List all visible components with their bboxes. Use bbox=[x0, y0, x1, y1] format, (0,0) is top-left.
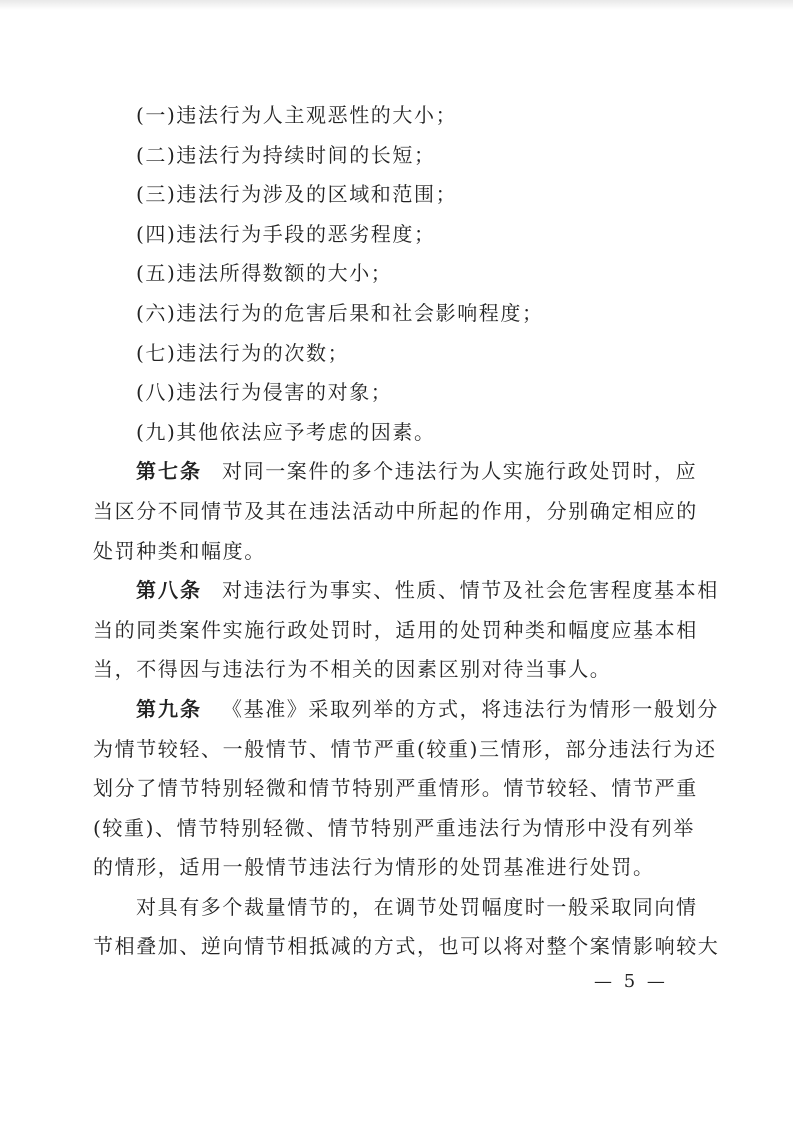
article-8-label: 第八条 bbox=[136, 578, 202, 603]
document-body bbox=[93, 96, 720, 967]
article-8-line-3: 当，不得因与违法行为不相关的因素区别对待当事人。 bbox=[93, 657, 612, 682]
article-7-line-1 bbox=[93, 452, 701, 492]
list-item-2: (二)违法行为持续时间的长短； bbox=[136, 142, 436, 167]
article-8-text: 对违法行为事实、性质、情节及社会危害程度基本相 bbox=[222, 578, 719, 603]
closing-paragraph-line-2: 节相叠加、逆向情节相抵减的方式，也可以将对整个案情影响较大 bbox=[93, 934, 720, 959]
article-8-line-2: 当的同类案件实施行政处罚时，适用的处罚种类和幅度应基本相 bbox=[93, 617, 698, 642]
article-7-line-3: 处罚种类和幅度。 bbox=[93, 538, 266, 563]
page-number: — 5 — bbox=[594, 971, 668, 992]
article-9-line-1 bbox=[93, 690, 719, 730]
list-item-3: (三)违法行为涉及的区域和范围； bbox=[136, 182, 458, 207]
closing-paragraph-line-1: 对具有多个裁量情节的，在调节处罚幅度时一般采取同向情 bbox=[136, 894, 698, 919]
list-item-6: (六)违法行为的危害后果和社会影响程度； bbox=[136, 300, 544, 325]
scan-edge-shadow bbox=[0, 0, 793, 10]
list-item-8: (八)违法行为侵害的对象； bbox=[136, 380, 393, 405]
list-item-1: (一)违法行为人主观恶性的大小； bbox=[136, 103, 458, 127]
article-9-line-2: 为情节较轻、一般情节、情节严重(较重)三情形，部分违法行为还 bbox=[93, 736, 717, 761]
article-7-text: 对同一案件的多个违法行为人实施行政处罚时，应 bbox=[222, 459, 698, 484]
list-item-5: (五)违法所得数额的大小； bbox=[136, 261, 393, 286]
article-9-line-4: (较重)、情节特别轻微、情节特别严重违法行为情形中没有列举 bbox=[93, 815, 696, 840]
list-item-4: (四)违法行为手段的恶劣程度； bbox=[136, 221, 436, 246]
article-9-line-5: 的情形，适用一般情节违法行为情形的处罚基准进行处罚。 bbox=[93, 855, 655, 880]
article-9-label: 第九条 bbox=[136, 696, 202, 721]
article-7-label: 第七条 bbox=[136, 459, 202, 484]
article-8-line-1 bbox=[93, 571, 719, 611]
list-item-7: (七)违法行为的次数； bbox=[136, 340, 350, 365]
article-7-line-2: 当区分不同情节及其在违法活动中所起的作用，分别确定相应的 bbox=[93, 498, 698, 523]
article-9-text: 《基准》采取列举的方式，将违法行为情形一般划分 bbox=[222, 696, 719, 721]
article-9-line-3: 划分了情节特别轻微和情节特别严重情形。情节较轻、情节严重 bbox=[93, 776, 698, 801]
list-item-9: (九)其他依法应予考虑的因素。 bbox=[136, 419, 436, 444]
